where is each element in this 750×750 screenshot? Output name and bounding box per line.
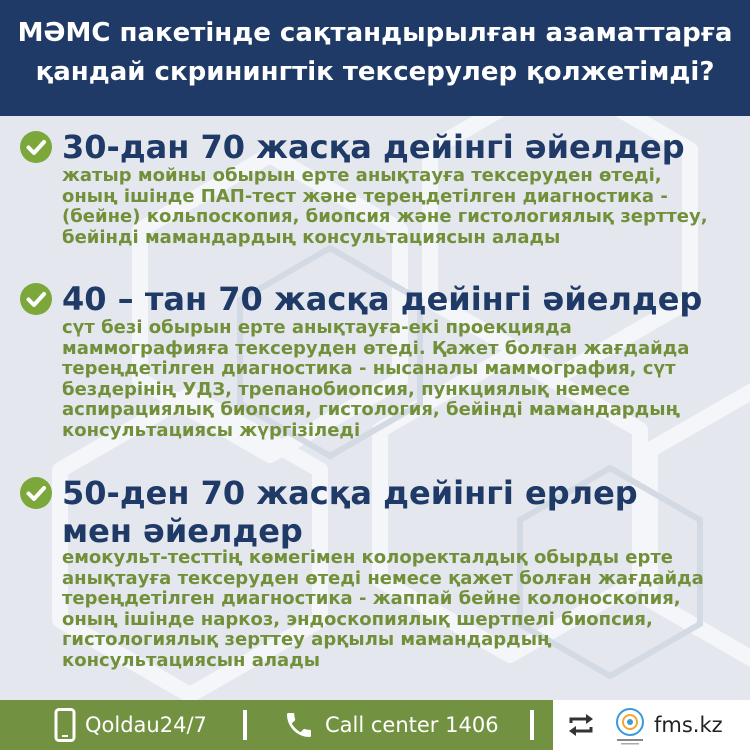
qoldau-contact [54,700,207,750]
phone-icon [54,708,76,742]
section-title: 40 – тан 70 жасқа дейінгі әйелдер [62,280,703,318]
section-body: жатыр мойны обырын ерте анықтауға тексеруден өтеді, оның ішінде ПАП-тест және тереңдетілген диагностика - (бейне) кольпоскопия, биопсия және гистологиялық зерттеу, бейінді мамандардың консультациясын алады [62,165,708,248]
section-body: емокульт-тесттің көмегімен колоректалдық обырды ерте анықтауға тексеруден өтеді немесе қажет болған жағдайда тереңдетілген диагностика - жаппай бейне колоноскопия, оның ішінде наркоз, эндоскопиялық шертпелі биопсия, гистологиялық зерттеу арқылы мамандардың консультациясын алады [62,547,704,671]
separator [530,710,534,740]
check-circle-icon [20,477,52,509]
call-center-contact [283,700,499,750]
footer-bar [0,700,750,750]
call-center-label: Call center 1406 [325,713,499,737]
qoldau-label: Qoldau24/7 [85,713,207,737]
handset-icon [283,709,315,741]
page-title: МӘМС пакетінде сақтандырылған азаматтарға қандай скринингтік тексерулер қолжетімді? [17,18,733,87]
content-area [0,116,750,700]
separator [243,710,247,740]
website-link[interactable]: fms.kz [654,713,723,737]
section-body: сүт безі обырын ерте анықтауға-екі проекцияда маммографияға тексеруден өтеді. Қажет болған жағдайда тереңдетілген диагностика - нысаналы маммография, сүт бездерінің УДЗ, трепанобиопсия, пункциялық немесе аспирациялық биопсия, гистология, бейінді мамандардың консультациясы жүргізіледі [62,317,690,441]
fms-logo [609,704,651,746]
repost-icon [567,712,595,738]
check-circle-icon [20,283,52,315]
header-banner [0,0,750,116]
check-circle-icon [20,131,52,163]
section-title: 50-ден 70 жасқа дейінгі ерлер мен әйелдер [62,474,638,550]
section-title: 30-дан 70 жасқа дейінгі әйелдер [62,128,685,166]
